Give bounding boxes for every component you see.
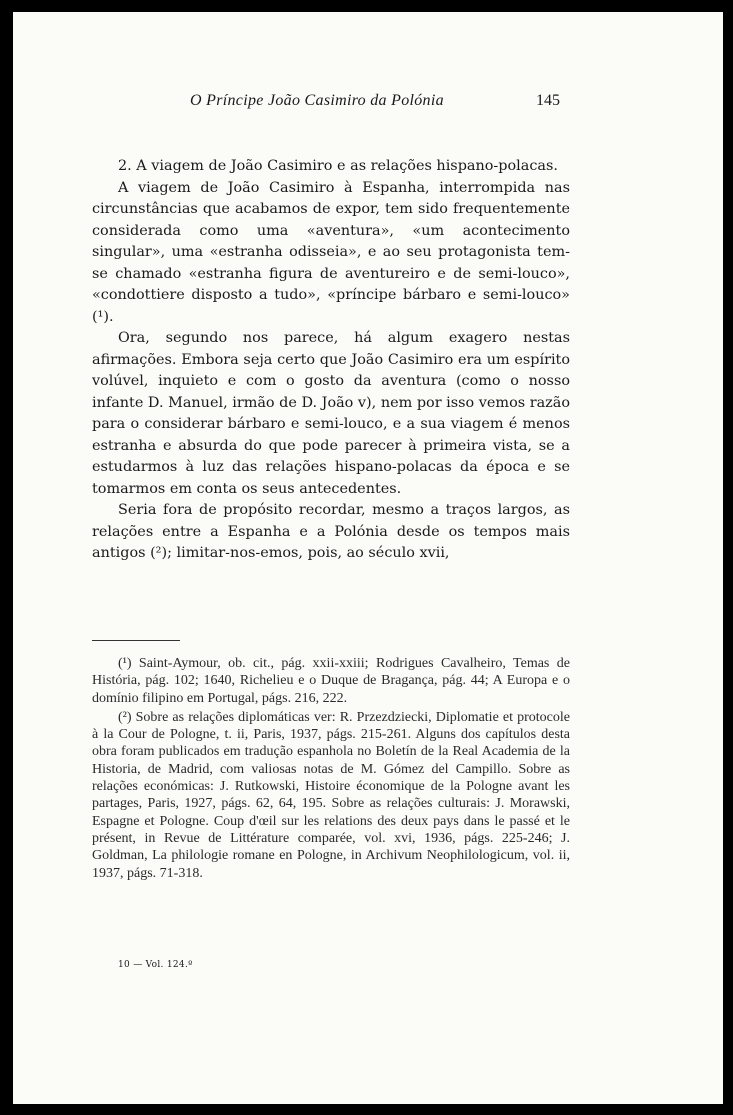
paragraph: A viagem de João Casimiro à Espanha, interrompida nas circunstâncias que acabamos de expor, tem sido frequentemente considerada como uma «aventura», «um acontecimento singular», uma «estranha odisseia», e ao seu protagonista tem-se chamado «estranha figura de aventureiro e de semi-louco», «condottiere disposto a tudo», «príncipe bárbaro e semi-louco» (¹).: [92, 179, 570, 325]
footnotes: [92, 655, 570, 884]
main-text: [92, 156, 570, 565]
page-number: 145: [536, 92, 560, 109]
footnote: (¹) Saint-Aymour, ob. cit., pág. xxii-xxiii; Rodrigues Cavalheiro, Temas de História, pág. 102; 1640, Richelieu e o Duque de Bragança, pág. 44; A Europa e o domínio filipino em Portugal, págs. 216, 222.: [92, 656, 570, 706]
section-heading: 2. A viagem de João Casimiro e as relações hispano-polacas.: [118, 158, 558, 174]
paragraph: Ora, segundo nos parece, há algum exagero nestas afirmações. Embora seja certo que João Casimiro era um espírito volúvel, inquieto e com o gosto da aventura (como o nosso infante D. Manuel, irmão de D. João v), nem por isso vemos razão para o considerar bárbaro e semi-louco, e a sua viagem é menos estranha e absurda do que pode parecer à primeira vista, se a estudarmos à luz das relações hispano-polacas da época e se tomarmos em conta os seus antecedentes.: [92, 330, 570, 497]
footnote-divider: [92, 640, 180, 641]
paragraph: Seria fora de propósito recordar, mesmo a traços largos, as relações entre a Espanha e a Polónia desde os tempos mais antigos (²); limitar-nos-emos, pois, ao século xvii,: [92, 502, 570, 561]
printer-signature: 10 — Vol. 124.º: [118, 960, 193, 970]
running-title: O Príncipe João Casimiro da Polónia: [190, 92, 444, 109]
footnote: (²) Sobre as relações diplomáticas ver: R. Przezdziecki, Diplomatie et protocole à la Cour de Pologne, t. ii, Paris, 1937, págs. 215-261. Alguns dos capítulos desta obra foram publicados em tradução espanhola no Boletín de la Real Academia de la Historia, de Madrid, com valiosas notas de M. Gómez del Campillo. Sobre as relações económicas: J. Rutkowski, Histoire économique de la Pologne avant les partages, Paris, 1927, págs. 62, 64, 195. Sobre as relações culturais: J. Morawski, Espagne et Pologne. Coup d'œil sur les relations des deux pays dans le passé et le présent, in Revue de Littérature comparée, vol. xvi, 1936, págs. 225-246; J. Goldman, La philologie romane en Pologne, in Archivum Neophilologicum, vol. ii, 1937, págs. 71-318.: [92, 709, 570, 881]
